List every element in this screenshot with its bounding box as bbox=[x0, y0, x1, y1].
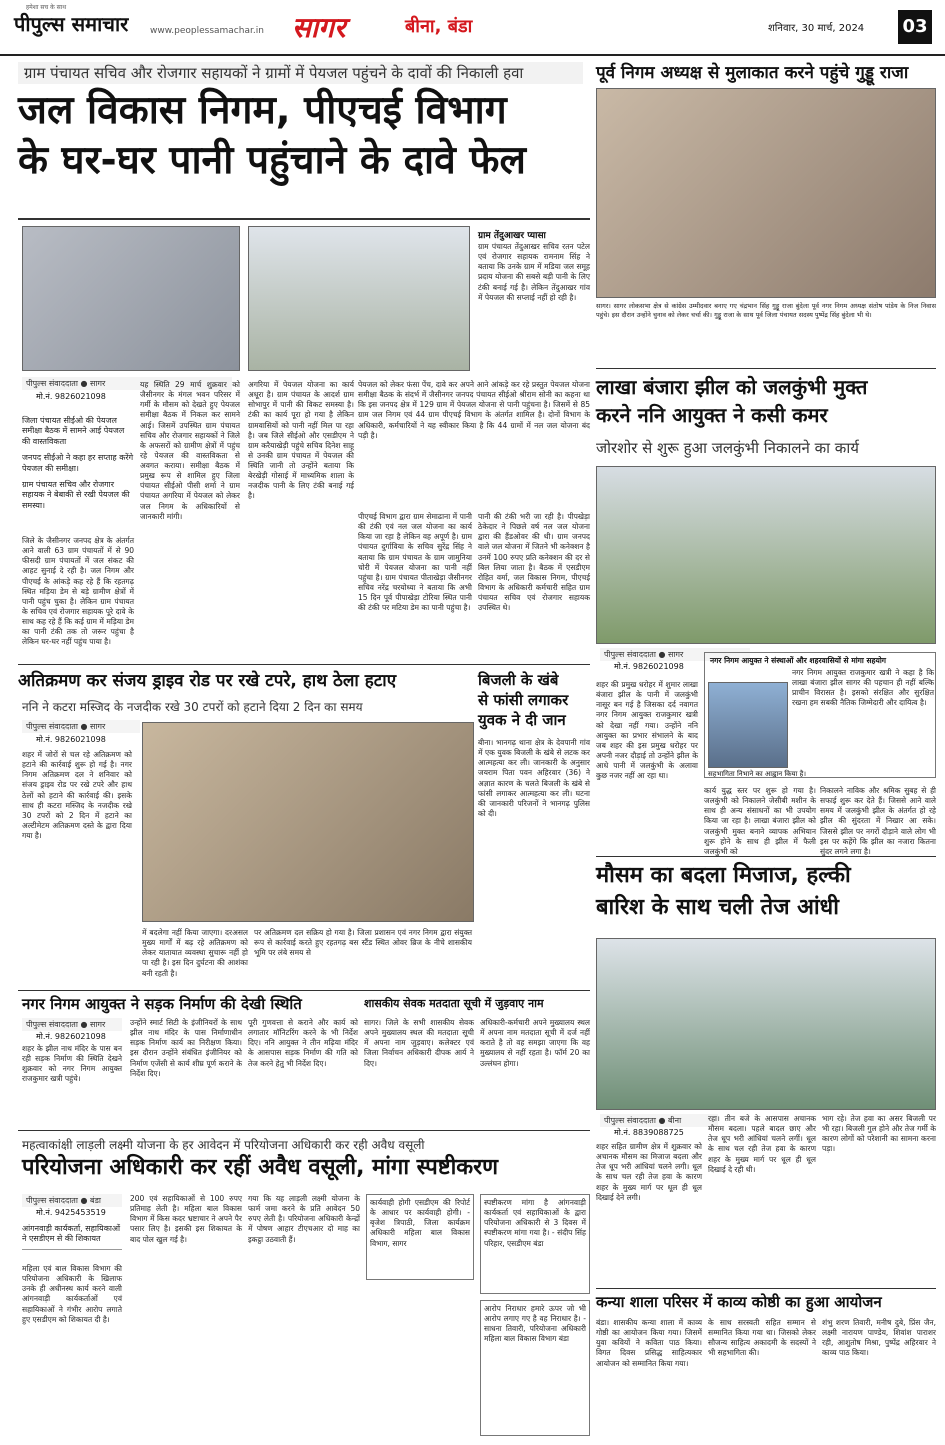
ladli-headline: परियोजना अधिकारी कर रहीं अवैध वसूली, मांगा स्पष्टीकरण bbox=[22, 1155, 499, 1180]
storm-photo bbox=[596, 938, 936, 1110]
water-tank-photo bbox=[248, 226, 470, 371]
lead-body-2: यह स्थिति 29 मार्च शुक्रवार को जैसीनगर के मंगल भवन परिसर में गर्मी के मौसम को देखते हुए पेयजल समीक्षा बैठक में निकल कर सामने आई। जिसमें उपस्थित ग्राम पंचायत सचिव और रोजगार सहायकों ने जिले के अफसरों को ग्रामीण क्षेत्रों में पहुंच रहे पेयजल की वास्तविकता से अवगत कराया। समीक्षा बैठक में प्रमुख रूप से शामिल हुए जिला पंचायत सीईओ पीसी शर्मा ने ग्राम पंचायत अगरिया में पेयजल को लेकर जल निगम के अधिकारियों से जानकारी मांगी। bbox=[140, 380, 240, 521]
kanya-headline: कन्या शाला परिसर में काव्य कोष्ठी का हुआ आयोजन bbox=[596, 1293, 882, 1311]
lead-rule bbox=[18, 218, 590, 220]
ladli-body-3: गया कि यह लाड़ली लक्ष्मी योजना के फार्म जमा करने के प्रति आवेदन 50 रुपए लेती है। परियोजना अधिकारी केन्द्रों में पोषण आहार टीएचआर दो माह का इकट्ठा उठवाती हैं। bbox=[248, 1194, 360, 1244]
bullet-item: जिला पंचायत सीईओ की पेयजल समीक्षा बैठक में सामने आई पेयजल की वास्तविकता bbox=[22, 416, 125, 446]
weather-headline-1: मौसम का बदला मिजाज, हल्की bbox=[596, 863, 851, 888]
lead-byline: पीपुल्स संवाददाता ● सागर bbox=[22, 377, 232, 390]
ladli-bullet: आंगनवाड़ी कार्यकर्ता, सहायिकाओं ने एसडीएम से की शिकायत bbox=[22, 1224, 122, 1250]
weather-headline-2: बारिश के साथ चली तेज आंधी bbox=[596, 895, 839, 920]
lakha-body-3: निकालने नाविक और श्रमिक सुबह से ही सफाई शुरू कर देते हैं। जिससे आने वाले समय में जलकुंभी झील के अंतर्गत हो रहे झील की सुंदरता में निखार आ सके। जिससे झील पर नगरों दौड़ाने वाले लोग भी इस पर कहेंगे कि झील का नजारा कितना सुंदर लगने लगा है। bbox=[820, 786, 936, 856]
lakha-mobile: मो.नं. 9826021098 bbox=[614, 662, 684, 671]
bullet-item: ग्राम पंचायत सचिव और रोजगार सहायक ने बेबाकी से रखी पेयजल की समस्या। bbox=[22, 479, 130, 510]
bijli-body-1: बीना। भानगढ़ थाना क्षेत्र के देवपानी गांव में एक युवक बिजली के खंबे से लटक कर आत्महत्या कर ली। जानकारी के अनुसार जयराम पिता पवन अहिरवार (36) ने अज्ञात कारण के चलते बिजली के खंबे से फांसी लगाकर आत्महत्या कर ली। घटना की जानकारी परिजनों ने भानगढ़ पुलिस को दी। bbox=[478, 738, 590, 818]
encroach-body-3: पर अतिक्रमण दल सक्रिय हो गया है। जिला प्रशासन एवं नगर निगम द्वारा संयुक्त रूप से कार्रवाई करते हुए रहतगढ़ बस स्टैंड स्थित ओवर ब्रिज के नीचे शासकीय भूमि पर लंबे समय से bbox=[254, 928, 472, 958]
page-number: 03 bbox=[898, 10, 932, 44]
kanya-body-2: के साथ सरस्वती सहित सम्मान से सम्मानित किया गया था। जिसको लेकर सौजन्य साहित्य अकादमी के सदस्यों ने भी सहभागिता की। bbox=[708, 1318, 816, 1358]
meeting-photo bbox=[22, 226, 240, 371]
lakha-byline: पीपुल्स संवाददाता ● सागर bbox=[600, 648, 750, 661]
ladli-body-2: 200 एवं सहायिकाओं से 100 रुपए प्रतिमाह लेती है। महिला बाल विकास विभाग में किस कदर भ्रष्टाचार ने अपने पैर पसार लिए है। इसकी इस शिकायत के बाद पोल खुल गई है। bbox=[130, 1194, 242, 1244]
nigam-body-1: शहर के झील नाथ मंदिर के पास बन रही सड़क निर्माण की स्थिति देखने शुक्रवार को नगर निगम आयुक्त राजकुमार खत्री पहुंचे। bbox=[22, 1044, 122, 1084]
nigam-byline: पीपुल्स संवाददाता ● सागर bbox=[22, 1018, 122, 1031]
lakha-subhead: जोरशोर से शुरू हुआ जलकुंभी निकालने का कार्य bbox=[596, 439, 859, 457]
lead-side-text: ग्राम पंचायत तेंदुआखर सचिव रतन पटेल एवं रोजगार सहायक रामनाम सिंह ने बताया कि उनके ग्राम में मडिया जल समूह प्रदाय योजना की सबसे बड़ी पानी के लिए टंकी बनाई गई है। लेकिन तेंदुआखर गांव में पेयजल की सप्लाई नहीं हो रही है। bbox=[478, 242, 590, 302]
lakha-body-1: शहर की प्रमुख धरोहर में शुमार लाखा बंजारा झील के पानी में जलकुंभी नासूर बन गई है जिसका दर्द नवागत नगर निगम आयुक्त राजकुमार खत्री को देखा नहीं गया। उन्होंने ननि आयुक्त का प्रभार संभालने के बाद जब शहर की इस प्रमुख धरोहर पर अपनी नजर दौड़ाई तो उन्होंने झील के आधे पानी में जलकुंभी के अलावा कुछ नजर नहीं आ रहा था। bbox=[596, 680, 698, 781]
sub-edition: बीना, बंडा bbox=[405, 16, 473, 37]
lead-headline-1: जल विकास निगम, पीएचई विभाग bbox=[18, 88, 507, 133]
nigam-body-2: उन्होंने स्मार्ट सिटी के इंजीनियरों के साथ झील नाथ मंदिर के पास निर्माणाधीन सड़क निर्माण कार्य का निरीक्षण किया। इस दौरान उन्होंने संबंधित इंजीनियर को निर्माण एजेंसी से कार्य शीघ्र पूर्ण कराने के निर्देश दिए। bbox=[130, 1018, 242, 1078]
masthead-url: www.peoplessamachar.in bbox=[150, 26, 264, 36]
nigam-headline: नगर निगम आयुक्त ने सड़क निर्माण की देखी स्थिति bbox=[22, 995, 302, 1013]
guddu-caption: सागर। सागर लोकसभा क्षेत्र से कांग्रेस उम्मीदवार बनाए गए चंद्रभान सिंह गुड्डू राजा बुंदेला पूर्व नगर निगम अध्यक्ष संतोष पांडेय के निज निवास पहुंचे। इस दौरान उन्होंने चुनाव को लेकर चर्चा की। गुड्डू राजा के साथ पूर्व जिला पंचायत सदस्य पुष्पेंद्र सिंह बुंदेला भी थे। bbox=[596, 302, 936, 319]
weather-body-2: रहा। तीन बजे के आसपास अचानक मौसम बदला। पहले बादल छाए और तेज धूप भरी आंधियां चलने लगीं। धूल के साथ चल रही तेज हवा के कारण शहर के मुख्य मार्ग पर धूल ही धूल दिखाई दे रही थी। bbox=[708, 1114, 816, 1174]
encroach-body-1: शहर में जोरों से चल रहे अतिक्रमण को हटाने की कार्रवाई शुरू हो गई है। नगर निगम अतिक्रमण दल ने शनिवार को संजय ड्राइव रोड पर रखे टपरे और हाथ ठेलों को हटाने की कार्रवाई की। इसके साथ ही कटरा मस्जिद के नजदीक रखे 30 टपरों को 2 दिन में हटाने का अल्टीमेटम अतिक्रमण दस्ते के द्वारा दिया गया है। bbox=[22, 750, 132, 840]
ladli-rule bbox=[18, 1130, 590, 1131]
encroach-byline: पीपुल्स संवाददाता ● सागर bbox=[22, 720, 140, 733]
ladli-body-1: महिला एवं बाल विकास विभाग की परियोजना अधिकारी के खिलाफ उनके ही अधीनस्थ कार्य करने वाली आंगनवाड़ी कार्यकर्ताओं एवं सहायिकाओं ने गंभीर आरोप लगाते हुए एसडीएम को शिकायत दी है। bbox=[22, 1264, 122, 1324]
guddu-photo bbox=[596, 88, 936, 298]
kanya-rule bbox=[596, 1288, 936, 1289]
encroach-mobile: मो.नं. 9826021098 bbox=[36, 735, 106, 744]
lead-body-5: पीएचई विभाग द्वारा ग्राम सेमाढाना में पानी की टंकी एवं नल जल योजना का कार्य किया जा रहा है लेकिन वह अपूर्ण है। ग्राम पंचायत दुर्गाविया के सचिव सुरेंद्र सिंह ने बताया कि ग्राम पंचायत के ग्राम जामुनिया चोरी में पेयजल योजना का पानी नहीं पहुंचा है। ग्राम पंचायत पीताखेड़ा जैसीनगर सचिव नरेंद्र चरयोध्या ने बताया कि अभी 15 दिन पूर्व पीपाखेड़ा टोरिया स्थित पानी की टंकी पर मटिया डेम का पानी पहुंचा है। bbox=[358, 512, 472, 613]
lakha-body-2: कार्य युद्ध स्तर पर शुरू हो गया है। जलकुंभी को निकालने जेसीबी मशीन के साथ ही अन्य संसाधनों का भी उपयोग किया जा रहा है। लाखा बंजारा झील को जलकुंभी मुक्त बनाने व्यापक अभियान शुरू होने के साथ ही झील में फैली जलकुंभी को bbox=[704, 786, 816, 856]
commissioner-photo bbox=[708, 682, 788, 768]
lakha-headline-2: करने ननि आयुक्त ने कसी कमर bbox=[596, 403, 828, 427]
masthead-tagline: हमेशा सच के साथ bbox=[26, 4, 67, 11]
lake-photo bbox=[596, 466, 936, 644]
bulldozer-photo bbox=[142, 722, 474, 922]
ladli-kicker: महत्वाकांक्षी लाड़ली लक्ष्मी योजना के हर आवेदन में परियोजना अधिकारी कर रही अवैध वसूली bbox=[22, 1138, 425, 1152]
encroach-rule bbox=[18, 664, 590, 665]
weather-byline: पीपुल्स संवाददाता ● बीना bbox=[600, 1114, 718, 1127]
lead-mobile: मो.नं. 9826021098 bbox=[36, 392, 106, 401]
bijli-headline-2: से फांसी लगाकर bbox=[478, 691, 569, 709]
bijli-headline-3: युवक ने दी जान bbox=[478, 711, 566, 729]
lead-headline-2: के घर-घर पानी पहुंचाने के दावे फेल bbox=[18, 138, 526, 183]
lead-body-4: पेयजल को लेकर फंसा पेंच, दावे कर अपने आने आंकड़े कर रहे प्रस्तुत पेयजल योजना समीक्षा बैठक के संदर्भ में जैसीनगर जनपद पंचायत सीईओ श्रीराम सोनी का कहना था कि इस जनपद क्षेत्र में 129 ग्राम में पेयजल योजना से पानी पहुंचना है। जिसमें से 85 ग्राम जल निगम एवं 44 ग्राम पीएचई विभाग के अंतर्गत शामिल है। दोनों विभाग के अधिकारी, कर्मचारियों ने यह स्वीकार किया है कि 44 ग्रामों में नल जल योजना बंद पड़ी है। bbox=[358, 380, 590, 440]
lakha-inset-text: नगर निगम आयुक्त राजकुमार खत्री ने कहा है कि लाखा बंजारा झील सागर की पहचान ही नहीं बल्कि प्राचीन विरासत है। इसको संरक्षित और सुरक्षित रखना हम सबकी नैतिक जिम्मेदारी और दायित्व है। bbox=[792, 668, 934, 708]
bijli-headline-1: बिजली के खंबे bbox=[478, 671, 559, 689]
lead-kicker: ग्राम पंचायत सचिव और रोजगार सहायकों ने ग्रामों में पेयजल पहुंचने के दावों की निकाली हवा bbox=[18, 62, 583, 84]
kanya-body-3: शंभु शरण तिवारी, मनीष दुबे, प्रिंस जैन, लक्ष्मी नारायण पाण्डेय, शिवांश पाराशर रही, आशुतोष मिश्रा, पुष्पेंद्र अहिरवार ने काव्य पाठ किया। bbox=[822, 1318, 936, 1358]
bullet-item: जनपद सीईओ ने कहा हर सप्ताह करेंगे पेयजल की समीक्षा। bbox=[22, 453, 134, 473]
ladli-byline: पीपुल्स संवाददाता ● बंडा bbox=[22, 1194, 122, 1207]
encroach-subhead: ननि ने कटरा मस्जिद के नजदीक रखे 30 टपरों को हटाने दिया 2 दिन का समय bbox=[22, 700, 363, 714]
dateline: शनिवार, 30 मार्च, 2024 bbox=[768, 23, 865, 34]
lakha-photo-cap: सहभागिता निभाने का आह्वान किया है। bbox=[708, 770, 807, 778]
nigam-body-3: पूरी गुणवत्ता से कराने और कार्य को लगातार मॉनिटरिंग करने के भी निर्देश दिए। ननि आयुक्त ने तीन मढ़िया मंदिर के आसपास सड़क निर्माण की गति को तेज करने हेतु भी निर्देश दिए। bbox=[248, 1018, 358, 1068]
ladli-quote-1: कार्यवाही होगी एसडीएम की रिपोर्ट के आधार पर कार्यवाही होगी। - बृजेश त्रिपाठी, जिला कार्यक्रम अधिकारी महिला बाल विकास विभाग, सागर bbox=[366, 1194, 474, 1280]
weather-rule bbox=[596, 856, 936, 857]
ladli-quote-2: स्पष्टीकरण मांगा है आंगनवाड़ी कार्यकर्ता एवं सहायिकाओं के द्वारा परियोजना अधिकारी से 3 दिवस में स्पष्टीकरण मांगा गया है। - संदीप सिंह परिहार, एसडीएम बंडा bbox=[480, 1194, 590, 1294]
ladli-mobile: मो.नं. 9425453519 bbox=[36, 1208, 106, 1217]
guddu-headline: पूर्व निगम अध्यक्ष से मुलाकात करने पहुंचे गुड्डू राजा bbox=[596, 63, 909, 83]
lead-body-6: पानी की टंकी भरी जा रही है। पीपखेड़ा ठेकेदार ने पिछले वर्ष नल जल योजना द्वारा की हैंडओवर की थी। ग्राम जनपद वाले जल योजना में जितने भी कनेक्शन है उनमें 100 रुपए प्रति कनेक्शन की दर से बिल लिया जाता है। बैठक में एसडीएम रोहित वर्मा, जल विकास निगम, पीएचई विभाग के अधिकारी कर्मचारी सहित ग्राम पंचायत सचिव एवं रोजगार सहायक उपस्थित थे। bbox=[478, 512, 590, 613]
lead-side-head: ग्राम तेंदुआखर प्यासा bbox=[478, 231, 546, 241]
ladli-body-5 bbox=[366, 1286, 474, 1436]
lead-bullets bbox=[22, 416, 134, 511]
voter-body-2: अधिकारी-कर्मचारी अपने मुख्यालय स्थल में अपना नाम मतदाता सूची में दर्ज नहीं कराते है तो वह समझा जाएगा कि वह मुख्यालय से नहीं रहता है। फॉर्म 20 का उल्लंघन होगा। bbox=[480, 1018, 590, 1068]
ladli-quote-3: आरोप निराधार हमारे ऊपर जो भी आरोप लगाए गए है वह निराधार है। - साधना तिवारी, परियोजना अधिकारी महिला बाल विकास विभाग बंडा bbox=[480, 1300, 590, 1436]
edition-name: सागर bbox=[292, 11, 346, 44]
masthead-logo: पीपुल्स समाचार bbox=[14, 12, 129, 36]
weather-body-1: शहर सहित ग्रामीण क्षेत्र में शुक्रवार को अचानक मौसम का मिजाज बदला और तेज धूप भरी आंधियां चलने लगी। धूल के साथ चल रही तेज हवा के कारण शहर के मुख्य मार्ग पर धूल ही धूल दिखाई देने लगी। bbox=[596, 1142, 702, 1202]
voter-body-1: सागर। जिले के सभी शासकीय सेवक अपने मुख्यालय स्थल की मतदाता सूची में अपना नाम जुड़वाए। कलेक्टर एवं जिला निर्वाचन अधिकारी दीपक आर्य ने दिए। bbox=[364, 1018, 474, 1068]
lakha-headline-1: लाखा बंजारा झील को जलकुंभी मुक्त bbox=[596, 375, 868, 399]
kanya-body-1: बंडा। शासकीय कन्या शाला में काव्य गोष्ठी का आयोजन किया गया। जिसमें युवा कवियों ने कविता पाठ किया। विगत दिवस प्रसिद्ध साहित्यकार आयोजन को सम्मानित किया गया। bbox=[596, 1318, 702, 1368]
nigam-mobile: मो.नं. 9826021098 bbox=[36, 1032, 106, 1041]
voter-headline: शासकीय सेवक मतदाता सूची में जुड़वाए नाम bbox=[364, 997, 544, 1010]
encroach-body-2: में बदलेगा नहीं किया जाएगा। दरअसल मुख्य मार्गों में बढ़ रहे अतिक्रमण को लेकर यातायात व्यवस्था सुचारू नहीं हो पा रही है। इस दिन दुर्घटना की आशंका बनी रहती है। bbox=[142, 928, 248, 978]
lakha-rule bbox=[596, 368, 936, 369]
encroach-headline: अतिक्रमण कर संजय ड्राइव रोड पर रखे टपरे, हाथ ठेला हटाए bbox=[18, 671, 397, 691]
weather-mobile: मो.नं. 8839088725 bbox=[614, 1128, 684, 1137]
weather-body-3: भाग रहे। तेज हवा का असर बिजली पर भी रहा। बिजली गुल होने और तेज गर्मी के कारण लोगों को परेशानी का सामना करना पड़ा। bbox=[822, 1114, 936, 1154]
lakha-inset-title: नगर निगम आयुक्त ने संस्थाओं और शहरवासियों से मांगा सहयोग bbox=[710, 656, 887, 665]
nigam-rule bbox=[18, 990, 590, 991]
lead-body-3: अगरिया में पेयजल योजना का कार्य अधूरा है। ग्राम पंचायत के आदर्श ग्राम सोभापुर में पानी की विकट समस्या है। टंकी का कार्य पूरा हो गया है लेकिन ग्रामवासियों को पानी नहीं मिल पा रहा है। जब जिले सीईओ और एसडीएम ने ग्राम करैयाखेड़ी पहुंचे सचिव दिनेश साहू से उनकी ग्राम पंचायत में पेयजल की स्थिति जानी तो उन्होंने बताया कि बेरखेड़ी गोसाई में माध्यमिक शाला के नजदीक पानी के लिए टंकी बनाई गई है। bbox=[248, 380, 354, 501]
lead-body-1: जिले के जैसीनगर जनपद क्षेत्र के अंतर्गत आने वाली 63 ग्राम पंचायतों में से 90 फीसदी ग्राम पंचायतों में जल संकट की आहट सुनाई दे रही है। जल निगम और पीएचई के आंकड़े कह रहे हैं कि रहतगढ़ स्थित मड़िया डेम से बड़े ग्रामीण क्षेत्रों में पानी पहुंच चुका है। लेकिन ग्राम पंचायत के सचिव एवं रोजगार सहायक पूरे दावे के साथ कह रहे हैं कि कई ग्राम में मड़िया डेम का पानी टंकी तक तो जरूर पहुंचा है लेकिन घर-घर नहीं पहुंच पाया है। bbox=[22, 536, 134, 647]
